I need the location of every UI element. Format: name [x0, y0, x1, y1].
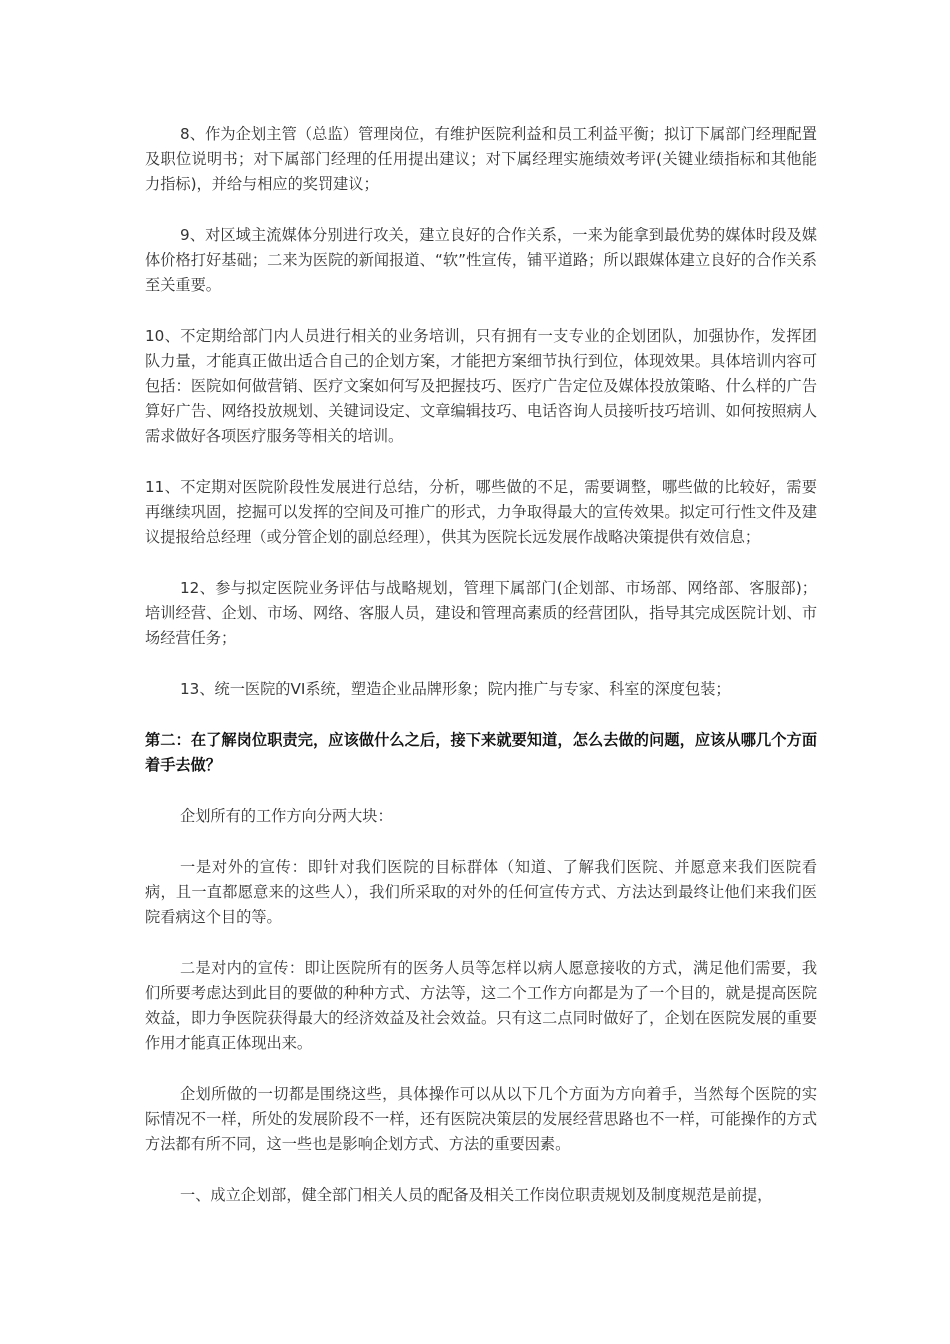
paragraph-item-8: 8、作为企划主管（总监）管理岗位，有维护医院利益和员工利益平衡；拟订下属部门经理配置及职位说明书；对下属部门经理的任用提出建议；对下属经理实施绩效考评(关键业绩指标和其他能力指标)，并给与相应的奖罚建议；: [145, 125, 817, 193]
paragraph-work-direction: 企划所有的工作方向分两大块：: [180, 807, 393, 825]
paragraph-step-one: 一、成立企划部，健全部门相关人员的配备及相关工作岗位职责规划及制度规范是前提，: [180, 1186, 773, 1204]
paragraph-external-promotion: 一是对外的宣传：即针对我们医院的目标群体（知道、了解我们医院、并愿意来我们医院看病，且一直都愿意来的这些人），我们所采取的对外的任何宣传方式、方法达到最终让他们来我们医院看病这个目的等。: [145, 858, 817, 926]
paragraph-internal-promotion: 二是对内的宣传：即让医院所有的医务人员等怎样以病人愿意接收的方式，满足他们需要，我们所要考虑达到此目的要做的种种方式、方法等，这二个工作方向都是为了一个目的，就是提高医院效益，即力争医院获得最大的经济效益及社会效益。只有这二点同时做好了，企划在医院发展的重要作用才能真正体现出来。: [145, 959, 817, 1052]
paragraph-item-9: 9、对区域主流媒体分别进行攻关，建立良好的合作关系，一来为能拿到最优势的媒体时段及媒体价格打好基础；二来为医院的新闻报道、“软”性宣传，铺平道路；所以跟媒体建立良好的合作关系至关重要。: [145, 226, 817, 294]
paragraph-operation-approach: 企划所做的一切都是围绕这些，具体操作可以从以下几个方面为方向着手，当然每个医院的实际情况不一样，所处的发展阶段不一样，还有医院决策层的发展经营思路也不一样，可能操作的方式方法都有所不同，这一些也是影响企划方式、方法的重要因素。: [145, 1085, 817, 1153]
document-body: [145, 122, 817, 1208]
section-heading: 第二：在了解岗位职责完，应该做什么之后，接下来就要知道，怎么去做的问题，应该从哪几个方面着手去做？: [145, 731, 817, 774]
paragraph-item-11: 11、不定期对医院阶段性发展进行总结，分析，哪些做的不足，需要调整，哪些做的比较好，需要再继续巩固，挖掘可以发挥的空间及可推广的形式，力争取得最大的宣传效果。拟定可行性文件及建议提报给总经理（或分管企划的副总经理），供其为医院长远发展作战略决策提供有效信息；: [145, 478, 817, 546]
paragraph-item-13: 13、统一医院的VI系统，塑造企业品牌形象；院内推广与专家、科室的深度包装；: [180, 680, 731, 698]
paragraph-item-12: 12、参与拟定医院业务评估与战略规划，管理下属部门(企划部、市场部、网络部、客服部)；培训经营、企划、市场、网络、客服人员，建设和管理高素质的经营团队，指导其完成医院计划、市场经营任务；: [145, 579, 817, 647]
paragraph-item-10: 10、不定期给部门内人员进行相关的业务培训，只有拥有一支专业的企划团队，加强协作，发挥团队力量，才能真正做出适合自己的企划方案，才能把方案细节执行到位，体现效果。具体培训内容可包括：医院如何做营销、医疗文案如何写及把握技巧、医疗广告定位及媒体投放策略、什么样的广告算好广告、网络投放规划、关键词设定、文章编辑技巧、电话咨询人员接听技巧培训、如何按照病人需求做好各项医疗服务等相关的培训。: [145, 327, 817, 445]
